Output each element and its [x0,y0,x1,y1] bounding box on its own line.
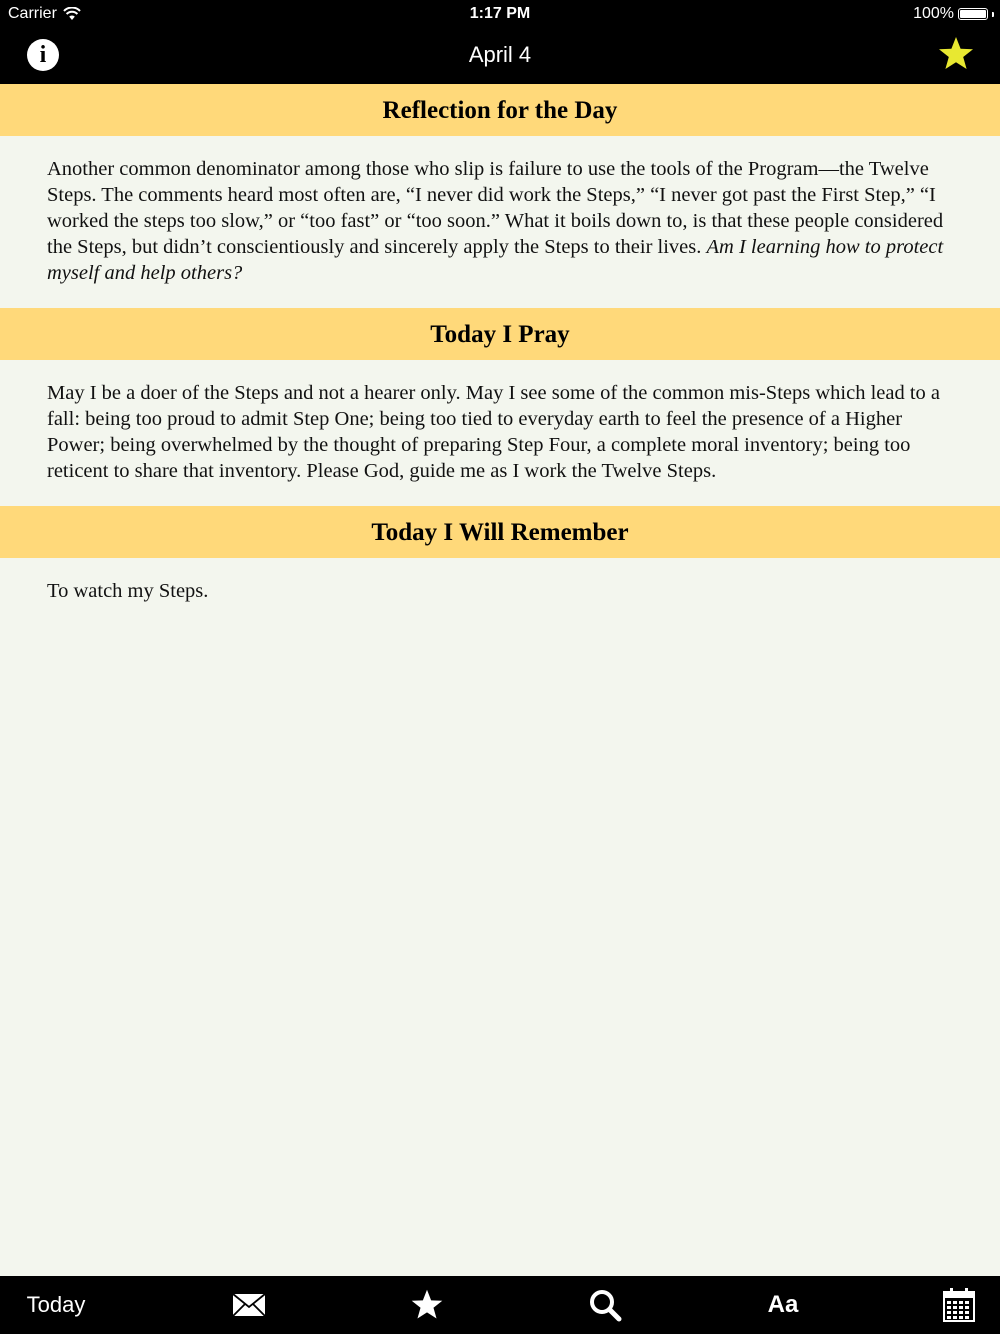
reflection-text: Another common denominator among those who slip is failure to use the tools of the Program—the Twelve Steps. The comments heard most often are, “I never did work the Steps,” “I never got past the First Step,” “I worked the steps too slow,” or “too fast” or “too soon.” What it boils down to, is that these people considered the Steps, but didn’t conscientiously and sincerely apply the Steps to their lives. [47,158,944,258]
battery-icon [958,8,988,20]
tab-favorites[interactable] [398,1276,456,1334]
status-bar [0,0,1000,28]
tab-calendar[interactable] [930,1276,988,1334]
star-icon [409,1287,445,1323]
battery-tip [992,12,994,17]
battery-fill [960,10,986,18]
pray-text: May I be a doer of the Steps and not a hearer only. May I see some of the common mis-Steps which lead to a fall: being too proud to admit Step One; being too tied to everyday earth to feel the presence of a Higher Power; being overwhelmed by the thought of preparing Step Four, a complete moral inventory; being too reticent to share that inventory. Please God, guide me as I work the Twelve Steps. [47,382,941,482]
nav-bar [0,28,1000,84]
status-right [913,5,994,23]
tab-bar [0,1276,1000,1334]
envelope-icon [232,1293,266,1317]
reflection-question: Am I learning how to protect myself and help others? [47,236,944,284]
page-title: April 4 [468,42,532,67]
status-time: 1:17 PM [469,5,531,22]
battery-percent: 100% [913,5,954,22]
info-icon: i [39,42,47,68]
section-body-reflection [47,156,957,286]
tab-share[interactable] [220,1276,278,1334]
tab-font-size[interactable]: Aa [767,1291,799,1318]
section-header-pray: Today I Pray [0,308,1000,360]
star-icon [936,34,976,74]
calendar-icon [943,1288,975,1322]
section-header-reflection: Reflection for the Day [0,84,1000,136]
remember-text: To watch my Steps. [47,580,209,602]
tab-search[interactable] [576,1276,634,1334]
section-body-remember [47,578,957,604]
search-icon [588,1288,622,1322]
tab-today[interactable]: Today [26,1292,86,1317]
section-header-remember: Today I Will Remember [0,506,1000,558]
section-body-pray [47,380,957,484]
carrier-label: Carrier [8,5,57,22]
favorite-button[interactable] [936,34,976,74]
